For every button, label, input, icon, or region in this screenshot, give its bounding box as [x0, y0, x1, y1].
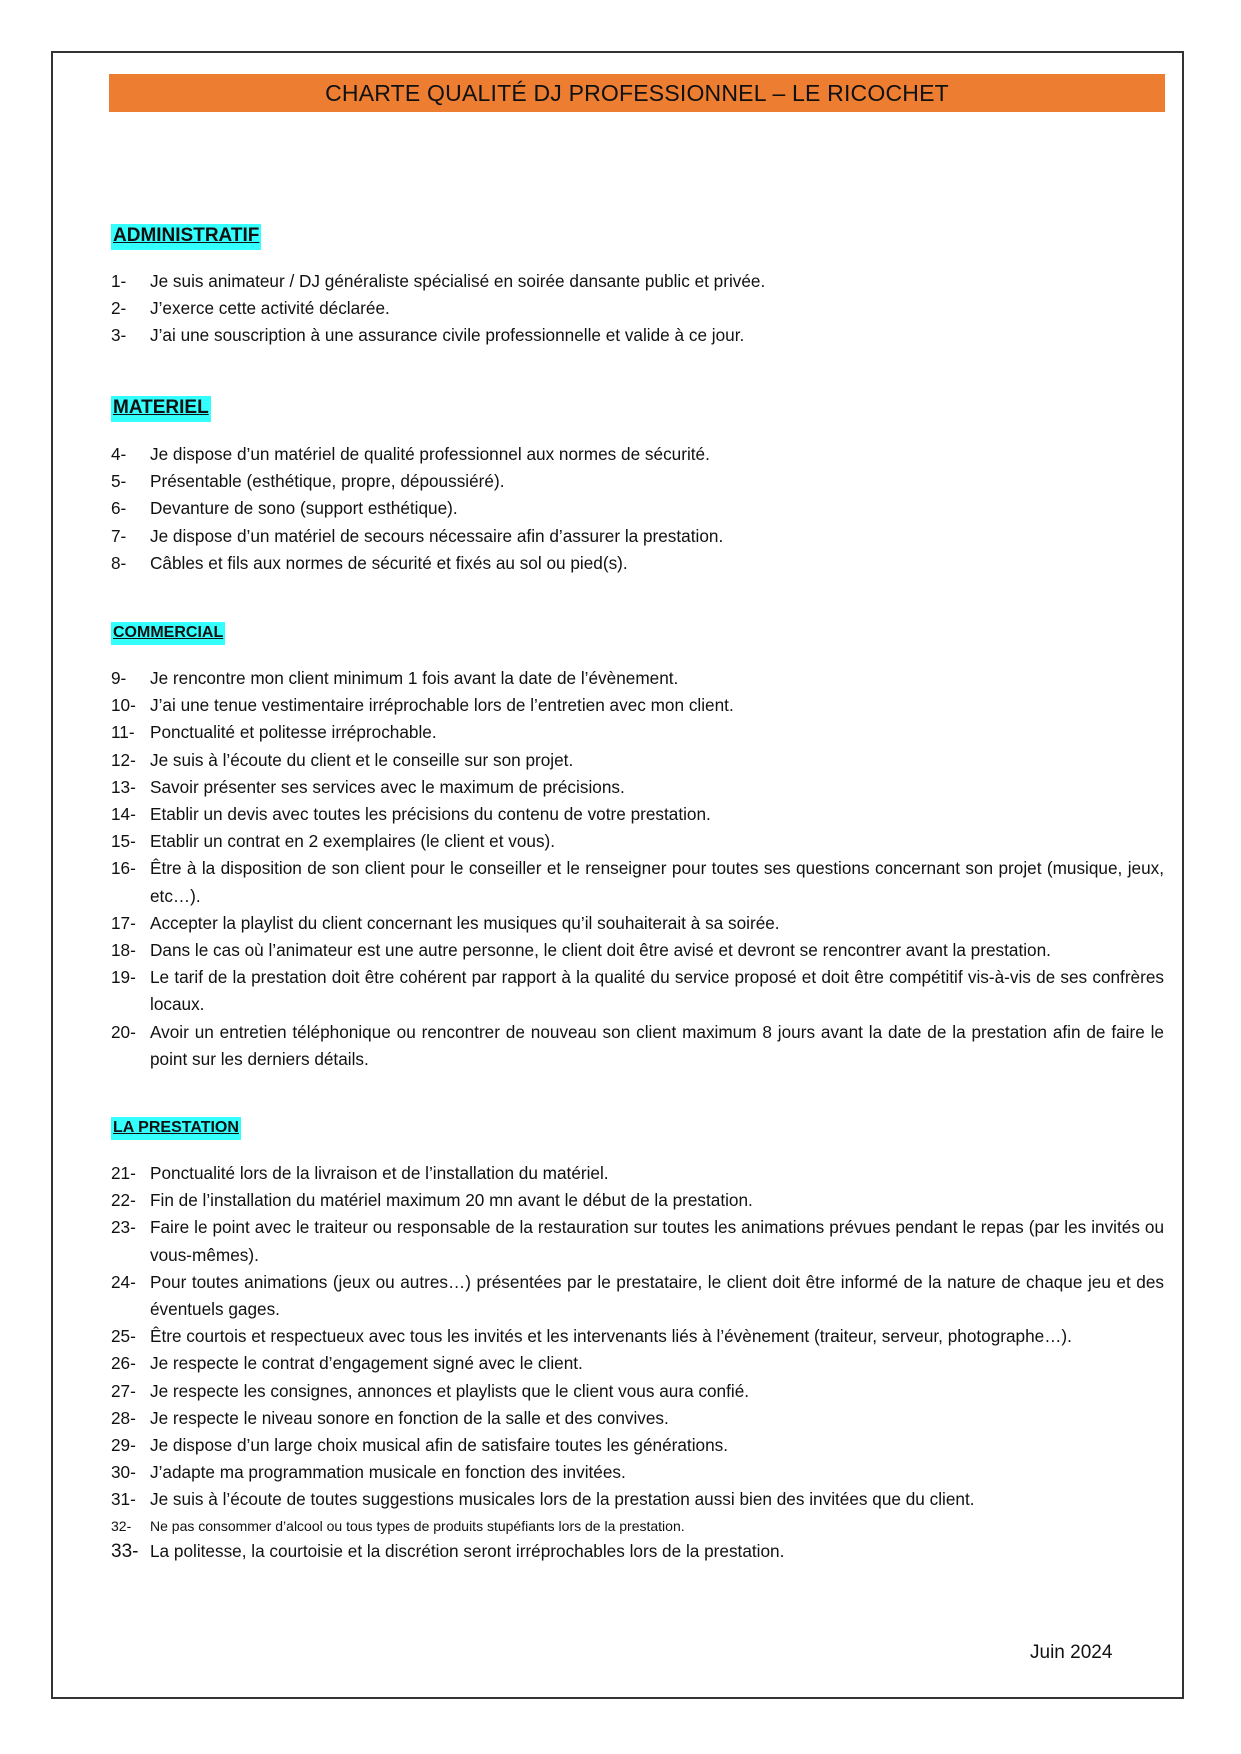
- list-item: [111, 1432, 1164, 1459]
- item-number: 12-: [111, 749, 136, 770]
- list-item: [111, 550, 1164, 577]
- list-materiel: [111, 441, 1164, 577]
- item-text: Je rencontre mon client minimum 1 fois avant la date de l’évènement.: [150, 668, 679, 688]
- item-number: 20-: [111, 1021, 136, 1042]
- item-text: Je suis à l’écoute de toutes suggestions musicales lors de la prestation aussi bien des invitées que du client.: [150, 1489, 975, 1510]
- item-number: 23-: [111, 1217, 136, 1238]
- item-number: 2-: [111, 298, 127, 319]
- item-text: Je dispose d’un matériel de secours nécessaire afin d’assurer la prestation.: [150, 525, 724, 546]
- item-text: Présentable (esthétique, propre, dépoussiéré).: [150, 471, 505, 492]
- item-number: 27-: [111, 1380, 136, 1401]
- list-item: [111, 1459, 1164, 1486]
- list-item: [111, 1269, 1164, 1323]
- item-number: 4-: [111, 444, 127, 464]
- item-number: 31-: [111, 1489, 136, 1510]
- item-number: 28-: [111, 1407, 136, 1428]
- item-number: 22-: [111, 1190, 136, 1211]
- item-number: 30-: [111, 1462, 136, 1483]
- list-item: [111, 441, 1164, 468]
- list-item: [111, 910, 1164, 937]
- item-text: Avoir un entretien téléphonique ou rencontrer de nouveau son client maximum 8 jours avant la date de la prestation afin de faire le point sur les derniers détails.: [150, 1021, 1164, 1069]
- item-text: Je respecte le contrat d’engagement signé avec le client.: [150, 1353, 583, 1374]
- list-item: [111, 1350, 1164, 1377]
- item-number: 24-: [111, 1271, 136, 1292]
- item-number: 11-: [111, 722, 135, 743]
- item-text: Je respecte le niveau sonore en fonction de la salle et des convives.: [150, 1407, 669, 1428]
- item-text: Je suis à l’écoute du client et le conseille sur son projet.: [150, 749, 574, 770]
- item-text: Fin de l’installation du matériel maximum 20 mn avant le début de la prestation.: [150, 1190, 753, 1211]
- item-number: 15-: [111, 831, 136, 852]
- item-number: 1-: [111, 271, 127, 291]
- item-number: 25-: [111, 1326, 136, 1347]
- item-text: J’ai une souscription à une assurance civile professionnelle et valide à ce jour.: [150, 325, 745, 346]
- list-administratif: [111, 268, 1164, 350]
- list-item: [111, 665, 1164, 692]
- item-number: 21-: [111, 1163, 136, 1183]
- list-item: [111, 964, 1164, 1018]
- item-text: La politesse, la courtoisie et la discrétion seront irréprochables lors de la prestation.: [150, 1540, 785, 1561]
- item-text: J’adapte ma programmation musicale en fonction des invitées.: [150, 1462, 626, 1483]
- list-item: [111, 1405, 1164, 1432]
- item-text: Je suis animateur / DJ généraliste spécialisé en soirée dansante public et privée.: [150, 271, 766, 291]
- item-text: Je dispose d’un large choix musical afin de satisfaire toutes les générations.: [150, 1435, 729, 1456]
- item-text: Etablir un contrat en 2 exemplaires (le client et vous).: [150, 831, 556, 852]
- section-heading-administratif: ADMINISTRATIF: [111, 224, 261, 250]
- list-item: [111, 719, 1164, 746]
- list-item: [111, 268, 1164, 295]
- item-number: 6-: [111, 498, 127, 519]
- item-number: 13-: [111, 776, 136, 797]
- list-commercial: [111, 665, 1164, 1073]
- list-item: [111, 747, 1164, 774]
- item-number: 8-: [111, 552, 127, 573]
- item-text: Dans le cas où l’animateur est une autre personne, le client doit être avisé et devront se rencontrer avant la prestation.: [150, 940, 1051, 961]
- item-number: 32-: [111, 1517, 132, 1534]
- list-item: [111, 1214, 1164, 1268]
- item-number: 18-: [111, 940, 136, 961]
- item-text: Je dispose d’un matériel de qualité professionnel aux normes de sécurité.: [150, 444, 710, 464]
- list-item: [111, 801, 1164, 828]
- list-item: [111, 692, 1164, 719]
- item-text: Ponctualité et politesse irréprochable.: [150, 722, 437, 743]
- item-text: Ponctualité lors de la livraison et de l’installation du matériel.: [150, 1163, 609, 1183]
- item-number: 33-: [111, 1540, 139, 1562]
- item-number: 19-: [111, 967, 136, 988]
- section-heading-materiel: MATERIEL: [111, 396, 211, 422]
- item-text: Pour toutes animations (jeux ou autres…) présentées par le prestataire, le client doit être informé de la nature de chaque jeu et des éventuels gages.: [150, 1271, 1164, 1320]
- item-text: Je respecte les consignes, annonces et playlists que le client vous aura confié.: [150, 1380, 750, 1401]
- list-item: [111, 295, 1164, 322]
- item-number: 7-: [111, 525, 127, 546]
- item-number: 5-: [111, 471, 127, 492]
- item-text: Savoir présenter ses services avec le maximum de précisions.: [150, 776, 625, 797]
- footer-date: Juin 2024: [1030, 1642, 1113, 1663]
- section-heading-commercial: COMMERCIAL: [111, 622, 225, 645]
- item-text: Etablir un devis avec toutes les précisions du contenu de votre prestation.: [150, 804, 711, 825]
- list-item: [111, 1019, 1164, 1073]
- list-item: [111, 1378, 1164, 1405]
- list-item: [111, 855, 1164, 909]
- item-text: J’exerce cette activité déclarée.: [150, 298, 390, 319]
- list-item: [111, 774, 1164, 801]
- item-text: Être à la disposition de son client pour le conseiller et le renseigner pour toutes ses questions concernant son projet (musique, jeux, etc…).: [150, 858, 1164, 906]
- item-number: 26-: [111, 1353, 136, 1374]
- item-number: 9-: [111, 668, 127, 688]
- list-item: [111, 1187, 1164, 1214]
- item-text: Le tarif de la prestation doit être cohérent par rapport à la qualité du service proposé et doit être compétitif vis-à-vis de ses confrères locaux.: [150, 967, 1164, 1015]
- item-text: Devanture de sono (support esthétique).: [150, 498, 458, 519]
- list-item: [111, 1514, 1164, 1538]
- item-text: Faire le point avec le traiteur ou responsable de la restauration sur toutes les animations prévues pendant le repas (par les invités ou vous-mêmes).: [150, 1217, 1164, 1265]
- item-number: 14-: [111, 804, 136, 825]
- list-item: [111, 1323, 1164, 1350]
- item-number: 3-: [111, 325, 127, 346]
- title-banner: [109, 74, 1165, 112]
- list-prestation: [111, 1160, 1164, 1565]
- list-item: [111, 937, 1164, 964]
- list-item: [111, 523, 1164, 550]
- list-item: [111, 322, 1164, 349]
- list-item: [111, 1486, 1164, 1513]
- list-item: [111, 1160, 1164, 1187]
- item-text: Accepter la playlist du client concernant les musiques qu’il souhaiterait à sa soirée.: [150, 912, 780, 933]
- document-title: CHARTE QUALITÉ DJ PROFESSIONNEL – LE RICOCHET: [325, 79, 949, 106]
- item-number: 10-: [111, 695, 136, 716]
- item-number: 29-: [111, 1435, 136, 1456]
- item-number: 16-: [111, 858, 136, 879]
- list-item: [111, 828, 1164, 855]
- item-number: 17-: [111, 912, 136, 933]
- list-item: [111, 468, 1164, 495]
- section-heading-prestation: LA PRESTATION: [111, 1117, 241, 1140]
- item-text: Câbles et fils aux normes de sécurité et fixés au sol ou pied(s).: [150, 552, 628, 573]
- item-text: Ne pas consommer d’alcool ou tous types de produits stupéfiants lors de la prestation.: [150, 1517, 685, 1534]
- item-text: Être courtois et respectueux avec tous les invités et les intervenants liés à l’évènement (traiteur, serveur, photographe…).: [150, 1326, 1072, 1347]
- list-item: [111, 1538, 1164, 1565]
- list-item: [111, 495, 1164, 522]
- item-text: J’ai une tenue vestimentaire irréprochable lors de l’entretien avec mon client.: [150, 695, 734, 716]
